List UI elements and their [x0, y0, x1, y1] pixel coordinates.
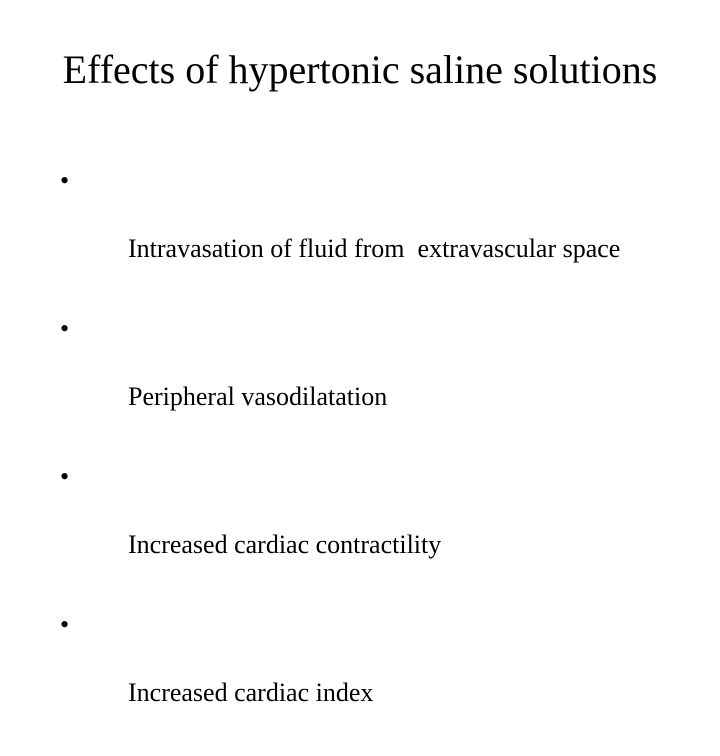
bullet-text: Intravasation of fluid from extravascular space — [128, 234, 621, 263]
bullet-list — [60, 164, 680, 756]
bullet-marker: • — [60, 610, 70, 639]
bullet-item-cardiac-index — [60, 608, 680, 744]
bullet-text: Increased cardiac index — [128, 678, 374, 707]
bullet-text: Increased cardiac contractility — [128, 530, 442, 559]
bullet-item-intravasation — [60, 164, 680, 300]
bullet-item-contractility — [60, 460, 680, 596]
bullet-marker: • — [60, 166, 70, 195]
bullet-marker: • — [60, 314, 70, 343]
bullet-text: Peripheral vasodilatation — [128, 382, 388, 411]
bullet-item-vasodilatation — [60, 312, 680, 448]
slide-title: Effects of hypertonic saline solutions — [62, 47, 658, 92]
bullet-marker: • — [60, 462, 70, 491]
